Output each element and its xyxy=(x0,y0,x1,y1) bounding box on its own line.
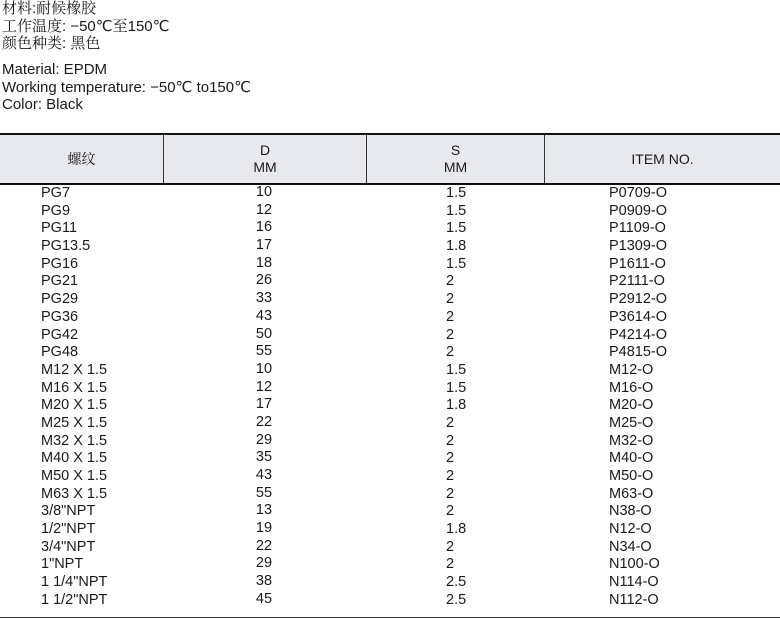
cell-d: 13 xyxy=(255,502,273,519)
cell-s: 2 xyxy=(446,291,455,308)
cell-thread: 3/8"NPT xyxy=(41,503,96,520)
cell-thread: PG9 xyxy=(41,202,71,219)
cell-thread: M25 X 1.5 xyxy=(41,414,108,431)
table-row xyxy=(0,203,780,221)
cell-item: P2912-O xyxy=(609,291,668,308)
table-row xyxy=(0,503,780,521)
cell-item: P1109-O xyxy=(609,220,666,237)
cell-s: 2 xyxy=(446,326,455,343)
cell-s: 2 xyxy=(446,538,455,555)
cell-item: P0709-O xyxy=(609,185,668,201)
cell-d: 12 xyxy=(255,378,273,395)
cell-thread: M32 X 1.5 xyxy=(41,432,108,449)
cell-item: M40-O xyxy=(609,450,654,467)
cell-thread: M50 X 1.5 xyxy=(41,468,108,484)
material-cn: 材料:耐候橡胶 xyxy=(2,0,97,17)
cell-s: 2 xyxy=(446,468,455,484)
cell-d: 10 xyxy=(255,360,273,377)
cell-d: 43 xyxy=(255,467,273,483)
table-body xyxy=(0,185,780,610)
cell-s: 2 xyxy=(446,503,455,520)
cell-s: 1.5 xyxy=(446,379,467,396)
table-row xyxy=(0,397,780,415)
table-row xyxy=(0,291,780,309)
cell-s: 2.5 xyxy=(446,574,467,591)
header-thread: 螺纹 xyxy=(67,150,96,167)
cell-item: P1309-O xyxy=(609,238,668,255)
table-row xyxy=(0,273,780,291)
cell-thread: 1/2"NPT xyxy=(41,521,96,538)
cell-s: 2.5 xyxy=(446,591,467,608)
table-row xyxy=(0,556,780,574)
table-row xyxy=(0,468,780,486)
cell-s: 2 xyxy=(446,273,455,290)
cell-thread: M63 X 1.5 xyxy=(41,485,108,502)
cell-s: 2 xyxy=(446,556,455,573)
material-en: Material: EPDM xyxy=(2,61,108,78)
cell-thread: PG13.5 xyxy=(41,238,91,255)
specs-english xyxy=(2,61,251,114)
cell-thread: M16 X 1.5 xyxy=(41,379,108,396)
cell-thread: PG16 xyxy=(41,255,79,272)
cell-d: 33 xyxy=(255,290,273,307)
spec-table xyxy=(0,133,780,608)
cell-s: 1.8 xyxy=(446,238,467,255)
temperature-cn: 工作温度: −50℃至150℃ xyxy=(2,17,170,35)
cell-item: P3614-O xyxy=(609,308,668,325)
cell-item: M63-O xyxy=(609,485,654,502)
cell-s: 2 xyxy=(446,432,455,449)
cell-d: 29 xyxy=(255,431,273,448)
cell-item: M50-O xyxy=(609,468,654,484)
cell-d: 17 xyxy=(255,396,273,413)
cell-s: 2 xyxy=(446,450,455,467)
cell-d: 12 xyxy=(255,201,273,218)
cell-thread: M40 X 1.5 xyxy=(41,450,108,467)
cell-s: 1.5 xyxy=(446,255,467,272)
cell-d: 26 xyxy=(255,272,273,289)
cell-d: 10 xyxy=(255,184,273,200)
cell-d: 22 xyxy=(255,537,273,554)
cell-thread: PG7 xyxy=(41,185,71,201)
table-row xyxy=(0,486,780,504)
cell-s: 2 xyxy=(446,344,455,361)
table-row xyxy=(0,539,780,557)
cell-item: M12-O xyxy=(609,361,654,378)
cell-s: 1.8 xyxy=(446,521,467,538)
cell-item: N114-O xyxy=(609,574,659,591)
table-row xyxy=(0,592,780,610)
table-row xyxy=(0,380,780,398)
cell-s: 1.8 xyxy=(446,397,467,414)
cell-item: N112-O xyxy=(609,591,659,608)
cell-d: 16 xyxy=(255,219,273,236)
cell-d: 18 xyxy=(255,254,273,271)
cell-thread: 1 1/4"NPT xyxy=(41,574,108,591)
cell-item: M32-O xyxy=(609,432,654,449)
color-en: Color: Black xyxy=(2,96,83,113)
cell-thread: M12 X 1.5 xyxy=(41,361,108,378)
cell-s: 2 xyxy=(446,308,455,325)
table-row xyxy=(0,574,780,592)
table-row xyxy=(0,433,780,451)
table-row xyxy=(0,450,780,468)
table-row xyxy=(0,220,780,238)
cell-item: N12-O xyxy=(609,521,652,538)
cell-d: 45 xyxy=(255,590,273,607)
table-row xyxy=(0,309,780,327)
cell-d: 38 xyxy=(255,573,273,590)
cell-thread: PG48 xyxy=(41,344,79,361)
cell-item: P0909-O xyxy=(609,202,668,219)
cell-thread: PG42 xyxy=(41,326,79,343)
header-d: D MM xyxy=(253,142,277,175)
cell-thread: PG11 xyxy=(41,220,78,237)
cell-d: 19 xyxy=(255,520,273,537)
cell-item: P2111-O xyxy=(609,273,665,290)
cell-item: P4214-O xyxy=(609,326,668,343)
cell-thread: 1"NPT xyxy=(41,556,84,573)
cell-s: 1.5 xyxy=(446,202,467,219)
table-header xyxy=(0,133,780,185)
cell-d: 43 xyxy=(255,307,273,324)
table-row xyxy=(0,521,780,539)
cell-thread: 1 1/2"NPT xyxy=(41,591,108,608)
cell-d: 35 xyxy=(255,449,273,466)
cell-item: N38-O xyxy=(609,503,652,520)
cell-item: N34-O xyxy=(609,538,652,555)
table-row xyxy=(0,415,780,433)
cell-d: 50 xyxy=(255,325,273,342)
cell-s: 1.5 xyxy=(446,185,467,201)
table-row xyxy=(0,238,780,256)
cell-thread: M20 X 1.5 xyxy=(41,397,108,414)
cell-s: 1.5 xyxy=(446,361,467,378)
cell-s: 2 xyxy=(446,485,455,502)
temperature-en: Working temperature: −50℃ to150℃ xyxy=(2,78,251,96)
cell-s: 1.5 xyxy=(446,220,467,237)
cell-item: M20-O xyxy=(609,397,654,414)
table-row xyxy=(0,327,780,345)
cell-thread: PG29 xyxy=(41,291,79,308)
cell-d: 55 xyxy=(255,484,273,501)
specs-chinese xyxy=(2,0,170,53)
table-row xyxy=(0,256,780,274)
cell-item: N100-O xyxy=(609,556,660,573)
table-row xyxy=(0,185,780,203)
header-s: S MM xyxy=(443,142,468,175)
cell-d: 17 xyxy=(255,237,273,254)
cell-thread: PG36 xyxy=(41,308,79,325)
cell-s: 2 xyxy=(446,414,455,431)
cell-item: P1611-O xyxy=(609,255,666,272)
cell-d: 55 xyxy=(255,343,273,360)
table-row xyxy=(0,344,780,362)
cell-d: 29 xyxy=(255,555,273,572)
cell-item: P4815-O xyxy=(609,344,668,361)
color-cn: 颜色种类: 黑色 xyxy=(2,35,101,52)
cell-item: M25-O xyxy=(609,414,654,431)
table-row xyxy=(0,362,780,380)
cell-thread: PG21 xyxy=(41,273,79,290)
cell-thread: 3/4"NPT xyxy=(41,538,96,555)
cell-d: 22 xyxy=(255,413,273,430)
header-item: ITEM NO. xyxy=(631,150,694,167)
cell-item: M16-O xyxy=(609,379,654,396)
